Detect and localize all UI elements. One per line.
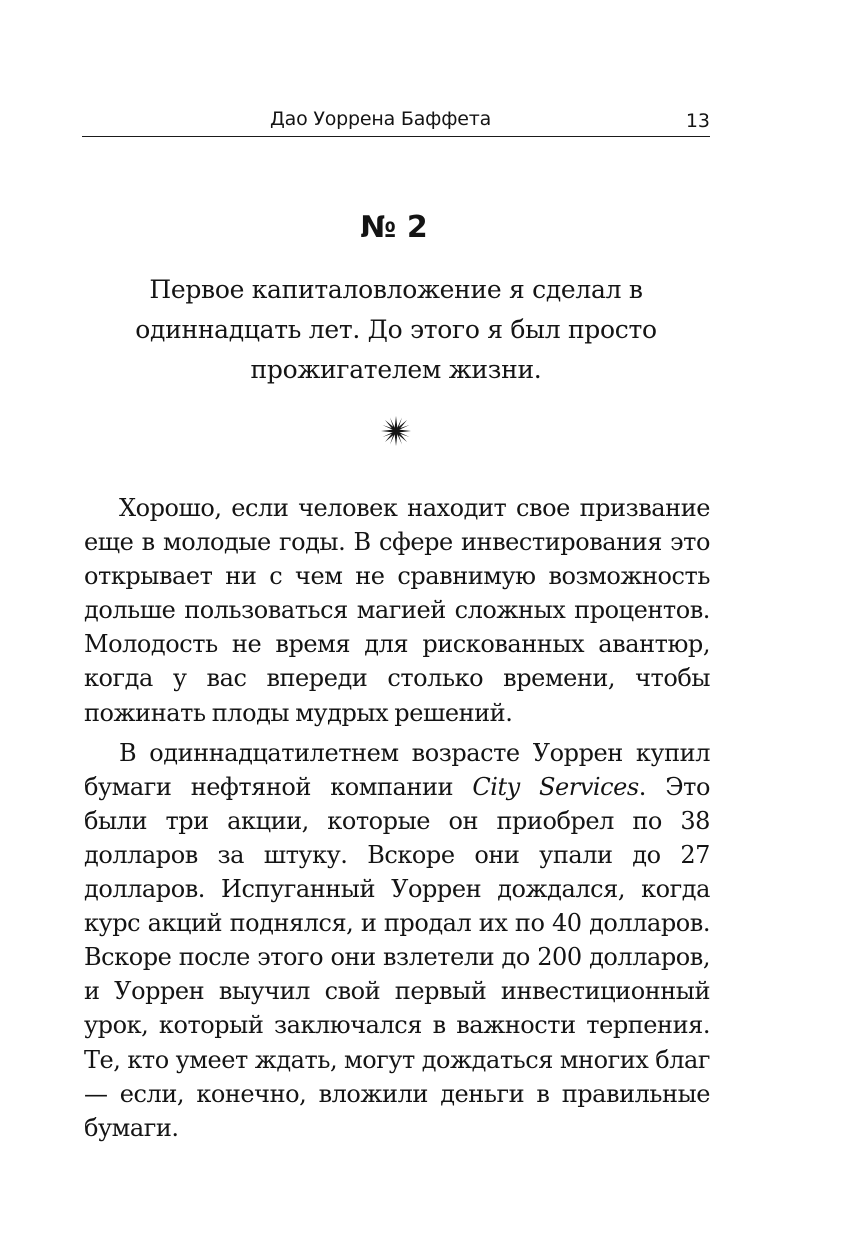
company-name: City Services xyxy=(472,772,639,801)
paragraph-1: Хорошо, если человек находит свое призвание еще в молодые годы. В сфере инвестирования это открывает ни с чем не сравнимую возможность дольше пользоваться магией сложных процентов. Молодость не время для рискованных авантюр, когда у вас впереди столько времени, чтобы пожинать плоды мудрых решений. xyxy=(84,494,710,727)
running-title: Дао Уоррена Баффета xyxy=(270,108,492,130)
page-header xyxy=(82,100,710,137)
body-text xyxy=(84,491,710,1151)
quote-number-heading: № 2 xyxy=(360,210,428,245)
paragraph-2 xyxy=(84,736,710,1145)
paragraph-2-start: В одиннадцатилетнем возрасте Уоррен купил бумаги нефтяной компании xyxy=(84,738,710,801)
page-number: 13 xyxy=(685,110,710,132)
quote-text: Первое капиталовложение я сделал в одиннадцать лет. До этого я был просто прожигателем жизни. xyxy=(135,275,657,384)
starburst-icon xyxy=(380,415,412,447)
paragraph-2-end: . Это были три акции, которые он приобрел по 38 долларов за штуку. Вскоре они упали до 27 долларов. Испуганный Уоррен дождался, когда курс акций поднялся, и продал их по 40 долларов. Вскоре после этого они взлетели до 200 долларов, и Уоррен выучил свой первый инвестиционный урок, который заключался в важности терпения. Те, кто умеет ждать, могут дождаться многих благ — если, конечно, вложили деньги в правильные бумаги. xyxy=(84,772,710,1142)
